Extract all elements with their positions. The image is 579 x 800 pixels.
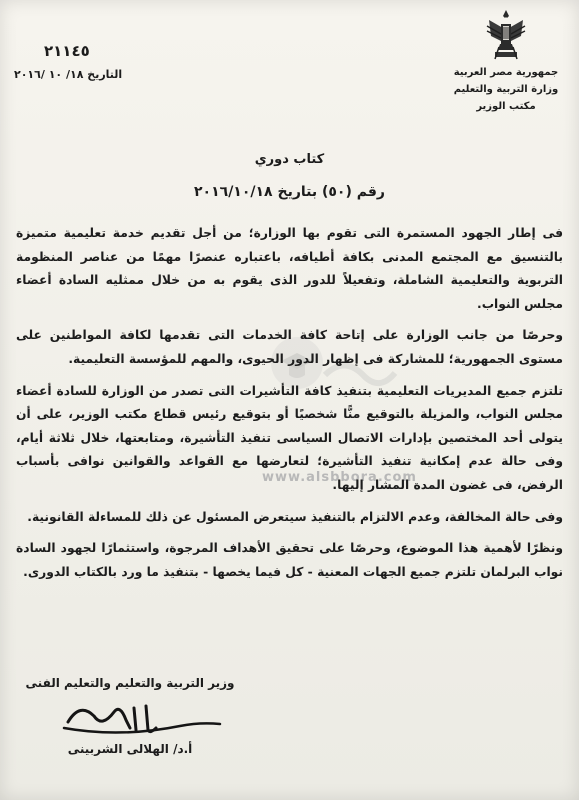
reference-block bbox=[14, 42, 164, 81]
country-name: جمهورية مصر العربية bbox=[453, 67, 559, 78]
document-body bbox=[16, 222, 563, 592]
signatory-name: أ.د/ الهلالى الشربينى bbox=[67, 742, 193, 756]
handwritten-signature bbox=[60, 698, 230, 738]
office-name: مكتب الوزير bbox=[476, 101, 536, 112]
eagle-emblem-icon bbox=[483, 6, 529, 64]
signatory-title: وزير التربية والتعليم والتعليم الفنى bbox=[25, 676, 235, 690]
paragraph: فى إطار الجهود المستمرة التى تقوم بها الوزارة؛ من أجل تقديم خدمة تعليمية متميزة بالتنسيق مع المجتمع المدنى بكافة أطيافه، باعتباره عنصرًا مهمًا من عناصر المنظومة التربوية والتعليمية الشاملة، وتفعيلاً للدور الذى يقوم به من خلال ممثليه السادة أعضاء مجلس النواب. bbox=[16, 226, 563, 311]
document-number-line: رقم (٥٠) بتاريخ ٢٠١٦/١٠/١٨ bbox=[194, 184, 385, 200]
paragraph: وفى حالة المخالفة، وعدم الالتزام بالتنفيذ سيتعرض المسئول عن ذلك للمساءلة القانونية. bbox=[27, 509, 563, 524]
reference-date: التاريخ ١٨/ ١٠ /٢٠١٦ bbox=[14, 68, 123, 81]
reference-number: ٢١١٤٥ bbox=[44, 42, 90, 60]
paragraph: ونظرًا لأهمية هذا الموضوع، وحرصًا على تحقيق الأهداف المرجوة، واستثمارًا لجهود السادة نواب البرلمان تلتزم جميع الجهات المعنية - كل فيما يخصها - بتنفيذ ما ورد بالكتاب الدورى. bbox=[16, 541, 563, 579]
watermark-site: www.alsbbora.com bbox=[262, 470, 417, 485]
paragraph: وحرصًا من جانب الوزارة على إتاحة كافة الخدمات التى تقدمها لكافة المواطنين على مستوى الجمهورية؛ للمشاركة فى إظهار الدور الحيوى، والمهم للمؤسسة التعليمية. bbox=[16, 328, 563, 366]
paragraph: تلتزم جميع المديريات التعليمية بتنفيذ كافة التأشيرات التى تصدر من الوزارة للسادة أعضاء مجلس النواب، والمزيلة بالتوقيع منًّا شخصيًا أو بتوقيع رئيس قطاع مكتب الوزير، على أن يتولى أحد المختصين بإدارات الاتصال السياسى تنفيذ التأشيرة، ومتابعتها، خلال ثلاثة أيام، وفى حالة عدم إمكانية تنفيذ التأشيرة؛ لتعارضها مع القواعد والقوانين نوافى بأسباب الرفض، فى غضون المدة المشار إليها. bbox=[16, 383, 563, 492]
document-title: كتاب دوري bbox=[254, 152, 325, 167]
ministry-name: وزارة التربية والتعليم bbox=[453, 84, 559, 95]
letterhead bbox=[451, 6, 561, 115]
